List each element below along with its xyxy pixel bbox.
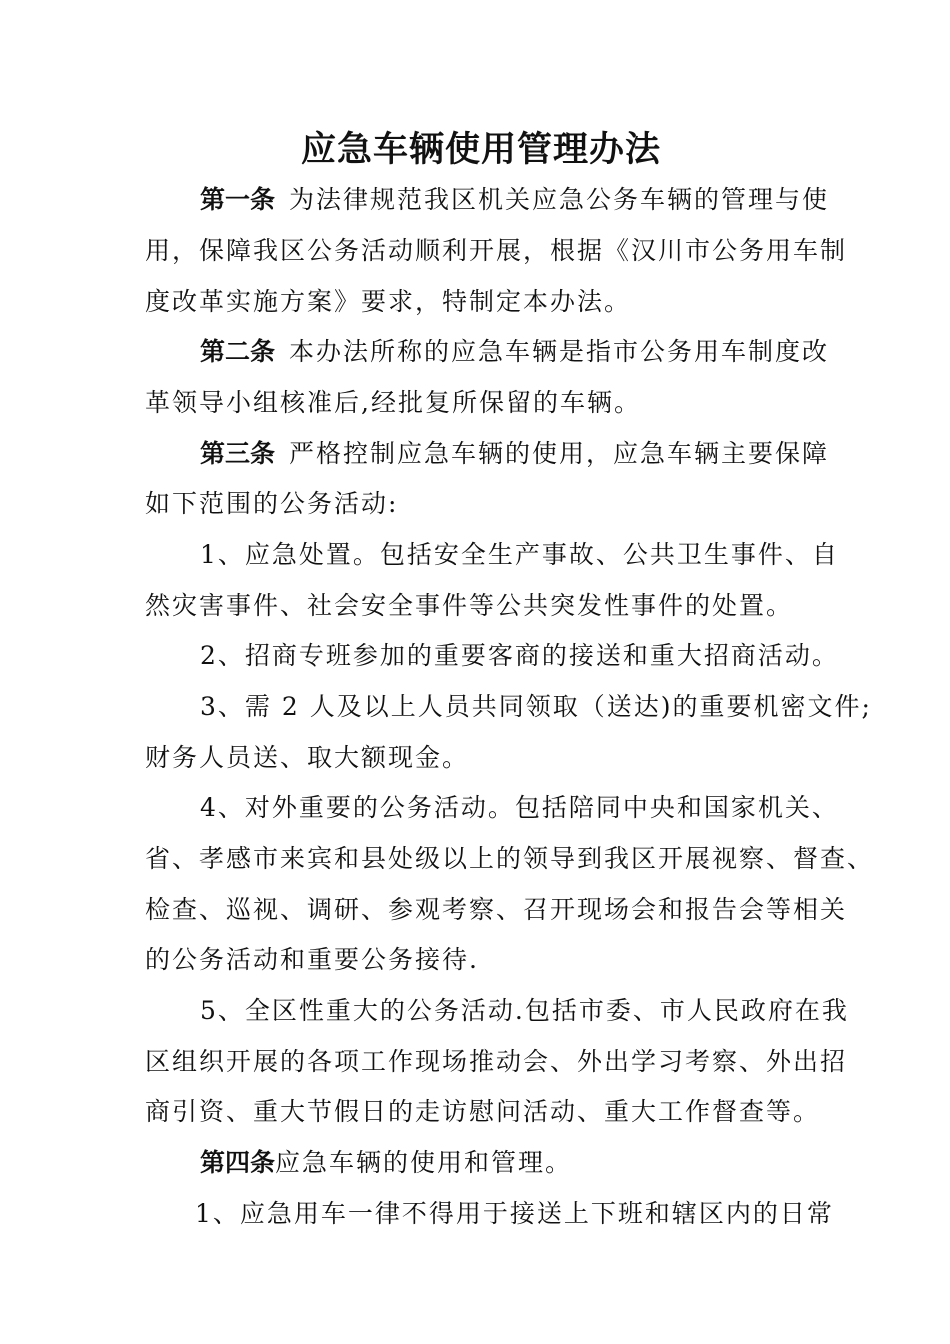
item-4-line-3: 检查、巡视、调研、参观考察、召开现场会和报告会等相关 — [145, 895, 848, 924]
article-2-label: 第二条 — [200, 337, 276, 366]
item-1-line-1: 1、应急处置。包括安全生产事故、公共卫生事件、自 — [200, 540, 839, 569]
article-4-item-1-line-1: 1、应急用车一律不得用于接送上下班和辖区内的日常 — [195, 1199, 834, 1228]
article-2-text: 本办法所称的应急车辆是指市公务用车制度改 — [289, 337, 830, 366]
article-3-text: 严格控制应急车辆的使用，应急车辆主要保障 — [289, 439, 830, 468]
article-3-label: 第三条 — [200, 439, 276, 468]
document-title: 应急车辆使用管理办法 — [300, 129, 661, 170]
item-3-line-1: 3、需 2 人及以上人员共同领取（送达)的重要机密文件; — [200, 692, 872, 721]
article-1-line-3: 度改革实施方案》要求，特制定本办法。 — [145, 287, 632, 316]
article-1-line-1 — [200, 180, 829, 220]
item-5-line-3: 商引资、重大节假日的走访慰问活动、重大工作督查等。 — [145, 1097, 821, 1126]
item-5-line-2: 区组织开展的各项工作现场推动会、外出学习考察、外出招 — [145, 1047, 848, 1076]
item-3-line-2: 财务人员送、取大额现金。 — [145, 743, 470, 772]
article-1-label: 第一条 — [200, 185, 276, 214]
article-3-line-2: 如下范围的公务活动: — [145, 489, 399, 518]
item-5-line-1: 5、全区性重大的公务活动.包括市委、市人民政府在我 — [200, 996, 849, 1025]
article-4-line-1 — [200, 1143, 572, 1183]
article-1-line-2: 用，保障我区公务活动顺利开展，根据《汉川市公务用车制 — [145, 236, 848, 265]
item-1-line-2: 然灾害事件、社会安全事件等公共突发性事件的处置。 — [145, 591, 794, 620]
article-2-line-1 — [200, 332, 829, 372]
article-2-line-2: 革领导小组核准后,经批复所保留的车辆。 — [145, 388, 641, 417]
item-2-line-1: 2、招商专班参加的重要客商的接送和重大招商活动。 — [200, 641, 839, 670]
item-4-line-2: 省、孝感市来宾和县处级以上的领导到我区开展视察、督查、 — [145, 844, 875, 873]
article-4-text: 应急车辆的使用和管理。 — [275, 1148, 573, 1177]
article-3-line-1 — [200, 434, 829, 474]
article-1-text: 为法律规范我区机关应急公务车辆的管理与使 — [289, 185, 830, 214]
article-4-label: 第四条 — [200, 1148, 276, 1177]
item-4-line-4: 的公务活动和重要公务接待. — [145, 945, 479, 974]
item-4-line-1: 4、对外重要的公务活动。包括陪同中央和国家机关、 — [200, 793, 839, 822]
